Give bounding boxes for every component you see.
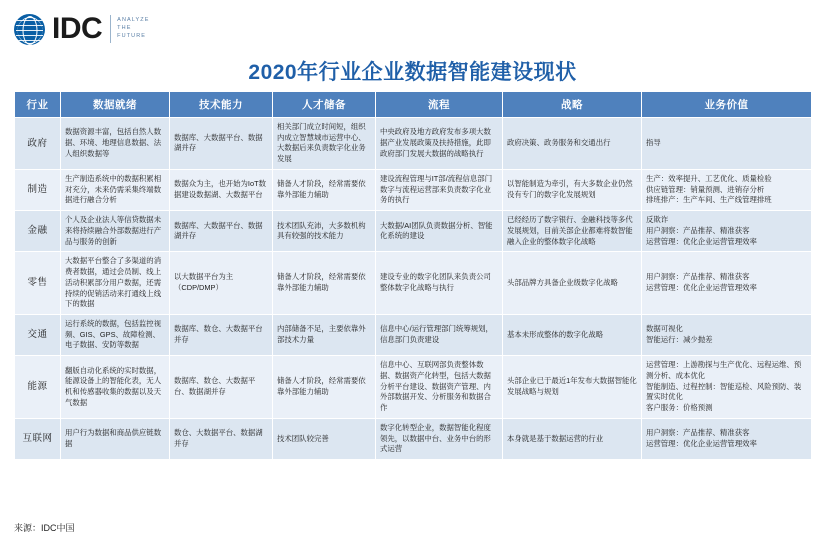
table-row <box>15 211 812 252</box>
cell-process: 中央政府及地方政府发布多项大数据产业发展政策及扶持措施，此即政府部门发展大数据的战略执行 <box>376 118 503 170</box>
cell-tech: 数据库、数仓、大数据平台并存 <box>170 315 273 356</box>
cell-talent: 储备人才阶段，经常需要依靠外部能力辅助 <box>273 252 376 315</box>
cell-sector: 能源 <box>15 356 61 419</box>
cell-talent: 储备人才阶段，经常需要依靠外部能力辅助 <box>273 169 376 210</box>
cell-talent: 技术团队较完善 <box>273 418 376 459</box>
idc-logo <box>14 12 150 46</box>
cell-value: 用户洞察：产品推荐、精准获客 运营管理：优化企业运营管理效率 <box>642 252 812 315</box>
cell-talent: 储备人才阶段，经常需要依靠外部能力辅助 <box>273 356 376 419</box>
logo-tagline-line-3: FUTURE <box>117 32 147 39</box>
cell-tech: 数仓、大数据平台、数据湖并存 <box>170 418 273 459</box>
column-header-process: 流程 <box>376 92 503 118</box>
cell-sector: 制造 <box>15 169 61 210</box>
cell-sector: 金融 <box>15 211 61 252</box>
data-table <box>14 91 812 460</box>
globe-icon <box>14 14 45 45</box>
cell-talent: 技术团队充沛，大多数机构具有较强的技术能力 <box>273 211 376 252</box>
table-row <box>15 252 812 315</box>
cell-strategy: 已经经历了数字银行、金融科技等多代发展规划，目前关部企业都难将数智能融入企业的整体数字化战略 <box>503 211 642 252</box>
cell-strategy: 头部品牌方具备企业级数字化战略 <box>503 252 642 315</box>
table-row <box>15 315 812 356</box>
page-title: 2020年行业企业数据智能建设现状 <box>248 61 577 84</box>
logo-tagline-line-1: ANALYZE <box>117 17 150 24</box>
cell-tech: 数据库、大数据平台、数据湖并存 <box>170 211 273 252</box>
cell-sector: 零售 <box>15 252 61 315</box>
cell-strategy: 政府决策、政务服务和交通出行 <box>503 118 642 170</box>
cell-strategy: 头部企业已于最近1年发布大数据智能化发展战略与规划 <box>503 356 642 419</box>
cell-tech: 数据库、数仓、大数据平台、数据湖并存 <box>170 356 273 419</box>
cell-tech: 数据众为主，也开始为IoT数据建设数据湖、大数据平台 <box>170 169 273 210</box>
logo-tagline-line-2: THE <box>117 25 132 32</box>
cell-strategy: 本身就是基于数据运营的行业 <box>503 418 642 459</box>
cell-data-readiness: 翻版自动化系统的实时数据，能源设备上的智能化表，无人机和传感器收集的数据以及天气数据 <box>61 356 170 419</box>
column-header-tech-capability: 技术能力 <box>170 92 273 118</box>
cell-value: 指导 <box>642 118 812 170</box>
cell-data-readiness: 大数据平台整合了多渠道的消费者数据，通过会员制、线上活动积累部分用户数据，还需持续的促销活动来打通线上线下的数据 <box>61 252 170 315</box>
cell-process: 信息中心、互联网部负责整体数据、数据资产化转型，包括大数据分析平台建设、数据资产管理、内外部数据开发、分析服务和数据合作 <box>376 356 503 419</box>
column-header-talent: 人才储备 <box>273 92 376 118</box>
cell-talent: 相关部门成立时间短，组织内成立智慧城市运营中心、大数据后来负责数字化业务发展 <box>273 118 376 170</box>
table-row <box>15 418 812 459</box>
source-note: 来源：IDC中国 <box>14 523 75 533</box>
logo-wordmark: IDC <box>52 12 103 45</box>
cell-value: 用户洞察：产品推荐、精准获客 运营管理：优化企业运营管理效率 <box>642 418 812 459</box>
cell-sector: 政府 <box>15 118 61 170</box>
cell-process: 建设专业的数字化团队来负责公司整体数字化战略与执行 <box>376 252 503 315</box>
cell-process: 建设流程管理与IT部/流程信息部门数字与流程运营部来负责数字化业务的执行 <box>376 169 503 210</box>
cell-talent: 内部储备不足，主要依靠外部技术力量 <box>273 315 376 356</box>
cell-data-readiness: 用户行为数据和商品供应链数据 <box>61 418 170 459</box>
cell-tech: 数据库、大数据平台、数据湖并存 <box>170 118 273 170</box>
cell-process: 大数据/AI团队负责数据分析、智能化系统的建设 <box>376 211 503 252</box>
data-table-wrapper <box>14 91 811 460</box>
cell-sector: 互联网 <box>15 418 61 459</box>
cell-strategy: 基本未形成整体的数字化战略 <box>503 315 642 356</box>
cell-data-readiness: 生产制造系统中的数据积累相对充分，未来仍需采集终端数据进行融合分析 <box>61 169 170 210</box>
cell-process: 数字化转型企业，数据智能化程度领先，以数据中台、业务中台的形式运营 <box>376 418 503 459</box>
column-header-data-readiness: 数据就绪 <box>61 92 170 118</box>
cell-data-readiness: 运行系统的数据，包括监控视频、GIS、GPS、故障检测、电子数据、安防等数据 <box>61 315 170 356</box>
cell-value: 反欺诈 用户洞察：产品推荐、精准获客 运营管理：优化企业运营管理效率 <box>642 211 812 252</box>
cell-value: 数据可视化 智能运行：减少抛差 <box>642 315 812 356</box>
cell-strategy: 以智能制造为牵引，有大多数企业仍然没有专门的数字化发展规划 <box>503 169 642 210</box>
column-header-business-value: 业务价值 <box>642 92 812 118</box>
cell-process: 信息中心/运行管理部门统筹规划，信息部门负责建设 <box>376 315 503 356</box>
logo-tagline <box>110 15 149 43</box>
cell-tech: 以大数据平台为主（CDP/DMP） <box>170 252 273 315</box>
table-row <box>15 356 812 419</box>
cell-value: 生产：效率提升、工艺优化、质量检验 供应链管理：销量预测、进销存分析 排班排产：生产车间、生产线管理排班 <box>642 169 812 210</box>
column-header-industry: 行业 <box>15 92 61 118</box>
cell-sector: 交通 <box>15 315 61 356</box>
cell-data-readiness: 个人及企业法人等信贷数据未来将持续融合外部数据进行产品与服务的创新 <box>61 211 170 252</box>
cell-data-readiness: 数据资源丰富，包括自然人数据、环境、地理信息数据、法人组织数据等 <box>61 118 170 170</box>
column-header-strategy: 战略 <box>503 92 642 118</box>
table-row <box>15 169 812 210</box>
table-row <box>15 118 812 170</box>
cell-value: 运营管理：上游勘探与生产优化、远程运维、预测分析、成本优化 智能制造、过程控制：智能巡检、风险预防、装置实时优化 客户服务：价格预测 <box>642 356 812 419</box>
table-header-row <box>15 92 812 118</box>
